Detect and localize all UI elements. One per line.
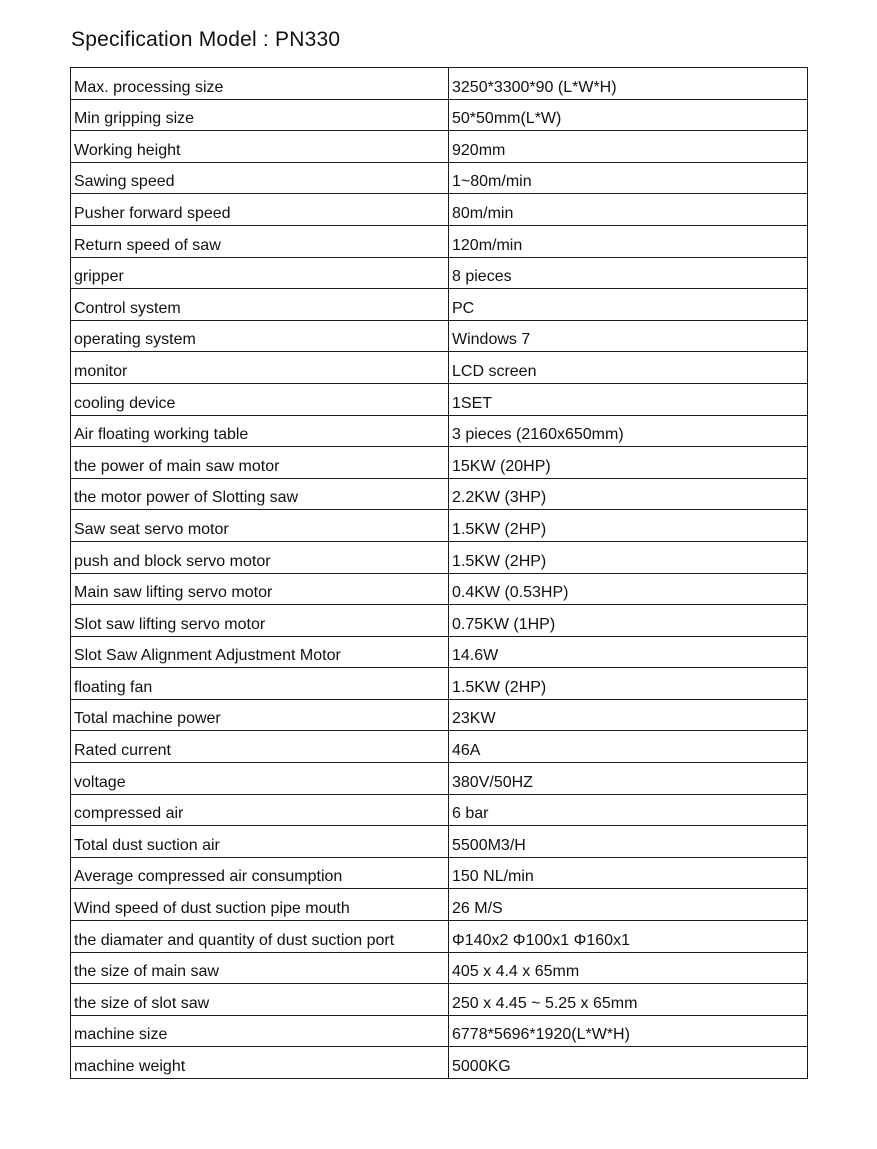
parameter-value-cell: 23KW [449,699,808,731]
table-row [71,447,808,479]
table-row [71,289,808,321]
parameter-value-cell: Φ140x2 Φ100x1 Φ160x1 [449,921,808,953]
table-row [71,921,808,953]
parameter-value-cell: 3 pieces (2160x650mm) [449,415,808,447]
table-row [71,320,808,352]
parameter-name-cell: Slot saw lifting servo motor [71,605,449,637]
table-row [71,984,808,1016]
parameter-name-cell: machine weight [71,1047,449,1079]
parameter-value-cell: 250 x 4.45 ~ 5.25 x 65mm [449,984,808,1016]
parameter-value-cell: 1~80m/min [449,162,808,194]
parameter-name-cell: Max. processing size [71,68,449,100]
specification-table-body [71,68,808,1079]
parameter-value-cell: 5000KG [449,1047,808,1079]
table-row [71,826,808,858]
parameter-name-cell: the power of main saw motor [71,447,449,479]
parameter-name-cell: Return speed of saw [71,225,449,257]
table-row [71,573,808,605]
parameter-name-cell: Sawing speed [71,162,449,194]
table-row [71,1047,808,1079]
parameter-value-cell: 6778*5696*1920(L*W*H) [449,1015,808,1047]
parameter-name-cell: Pusher forward speed [71,194,449,226]
parameter-name-cell: the size of slot saw [71,984,449,1016]
parameter-value-cell: 46A [449,731,808,763]
parameter-value-cell: 120m/min [449,225,808,257]
parameter-name-cell: Saw seat servo motor [71,510,449,542]
parameter-name-cell: Average compressed air consumption [71,857,449,889]
parameter-name-cell: the diamater and quantity of dust suction port [71,921,449,953]
parameter-name-cell: Control system [71,289,449,321]
parameter-name-cell: voltage [71,763,449,795]
parameter-value-cell: 5500M3/H [449,826,808,858]
table-row [71,857,808,889]
table-row [71,889,808,921]
parameter-value-cell: 405 x 4.4 x 65mm [449,952,808,984]
parameter-value-cell: 1SET [449,383,808,415]
table-row [71,763,808,795]
parameter-value-cell: 2.2KW (3HP) [449,478,808,510]
parameter-name-cell: the motor power of Slotting saw [71,478,449,510]
parameter-value-cell: 14.6W [449,636,808,668]
parameter-name-cell: Total machine power [71,699,449,731]
parameter-value-cell: 0.4KW (0.53HP) [449,573,808,605]
parameter-name-cell: the size of main saw [71,952,449,984]
parameter-name-cell: Total dust suction air [71,826,449,858]
parameter-value-cell: 50*50mm(L*W) [449,99,808,131]
parameter-name-cell: monitor [71,352,449,384]
parameter-name-cell: compressed air [71,794,449,826]
parameter-name-cell: Slot Saw Alignment Adjustment Motor [71,636,449,668]
table-row [71,1015,808,1047]
parameter-name-cell: cooling device [71,383,449,415]
parameter-value-cell: 1.5KW (2HP) [449,668,808,700]
parameter-value-cell: 1.5KW (2HP) [449,510,808,542]
parameter-name-cell: Min gripping size [71,99,449,131]
parameter-name-cell: floating fan [71,668,449,700]
parameter-name-cell: machine size [71,1015,449,1047]
parameter-value-cell: LCD screen [449,352,808,384]
parameter-value-cell: 150 NL/min [449,857,808,889]
parameter-name-cell: Air floating working table [71,415,449,447]
parameter-value-cell: Windows 7 [449,320,808,352]
table-row [71,636,808,668]
parameter-value-cell: 920mm [449,131,808,163]
parameter-value-cell: 80m/min [449,194,808,226]
table-row [71,162,808,194]
table-row [71,99,808,131]
parameter-value-cell: 6 bar [449,794,808,826]
parameter-value-cell: 3250*3300*90 (L*W*H) [449,68,808,100]
parameter-name-cell: Working height [71,131,449,163]
table-row [71,794,808,826]
table-row [71,731,808,763]
parameter-name-cell: push and block servo motor [71,541,449,573]
parameter-value-cell: 0.75KW (1HP) [449,605,808,637]
table-row [71,131,808,163]
table-row [71,257,808,289]
table-row [71,68,808,100]
table-row [71,478,808,510]
parameter-value-cell: 8 pieces [449,257,808,289]
table-row [71,383,808,415]
specification-table [70,67,808,1079]
parameter-value-cell: 1.5KW (2HP) [449,541,808,573]
parameter-value-cell: 15KW (20HP) [449,447,808,479]
table-row [71,952,808,984]
table-row [71,605,808,637]
table-row [71,225,808,257]
table-row [71,699,808,731]
table-row [71,352,808,384]
page-title: Specification Model : PN330 [71,28,341,51]
parameter-name-cell: Main saw lifting servo motor [71,573,449,605]
parameter-name-cell: Wind speed of dust suction pipe mouth [71,889,449,921]
parameter-value-cell: 26 M/S [449,889,808,921]
parameter-name-cell: Rated current [71,731,449,763]
parameter-name-cell: gripper [71,257,449,289]
table-row [71,510,808,542]
table-row [71,415,808,447]
parameter-value-cell: PC [449,289,808,321]
parameter-value-cell: 380V/50HZ [449,763,808,795]
table-row [71,668,808,700]
parameter-name-cell: operating system [71,320,449,352]
table-row [71,541,808,573]
table-row [71,194,808,226]
